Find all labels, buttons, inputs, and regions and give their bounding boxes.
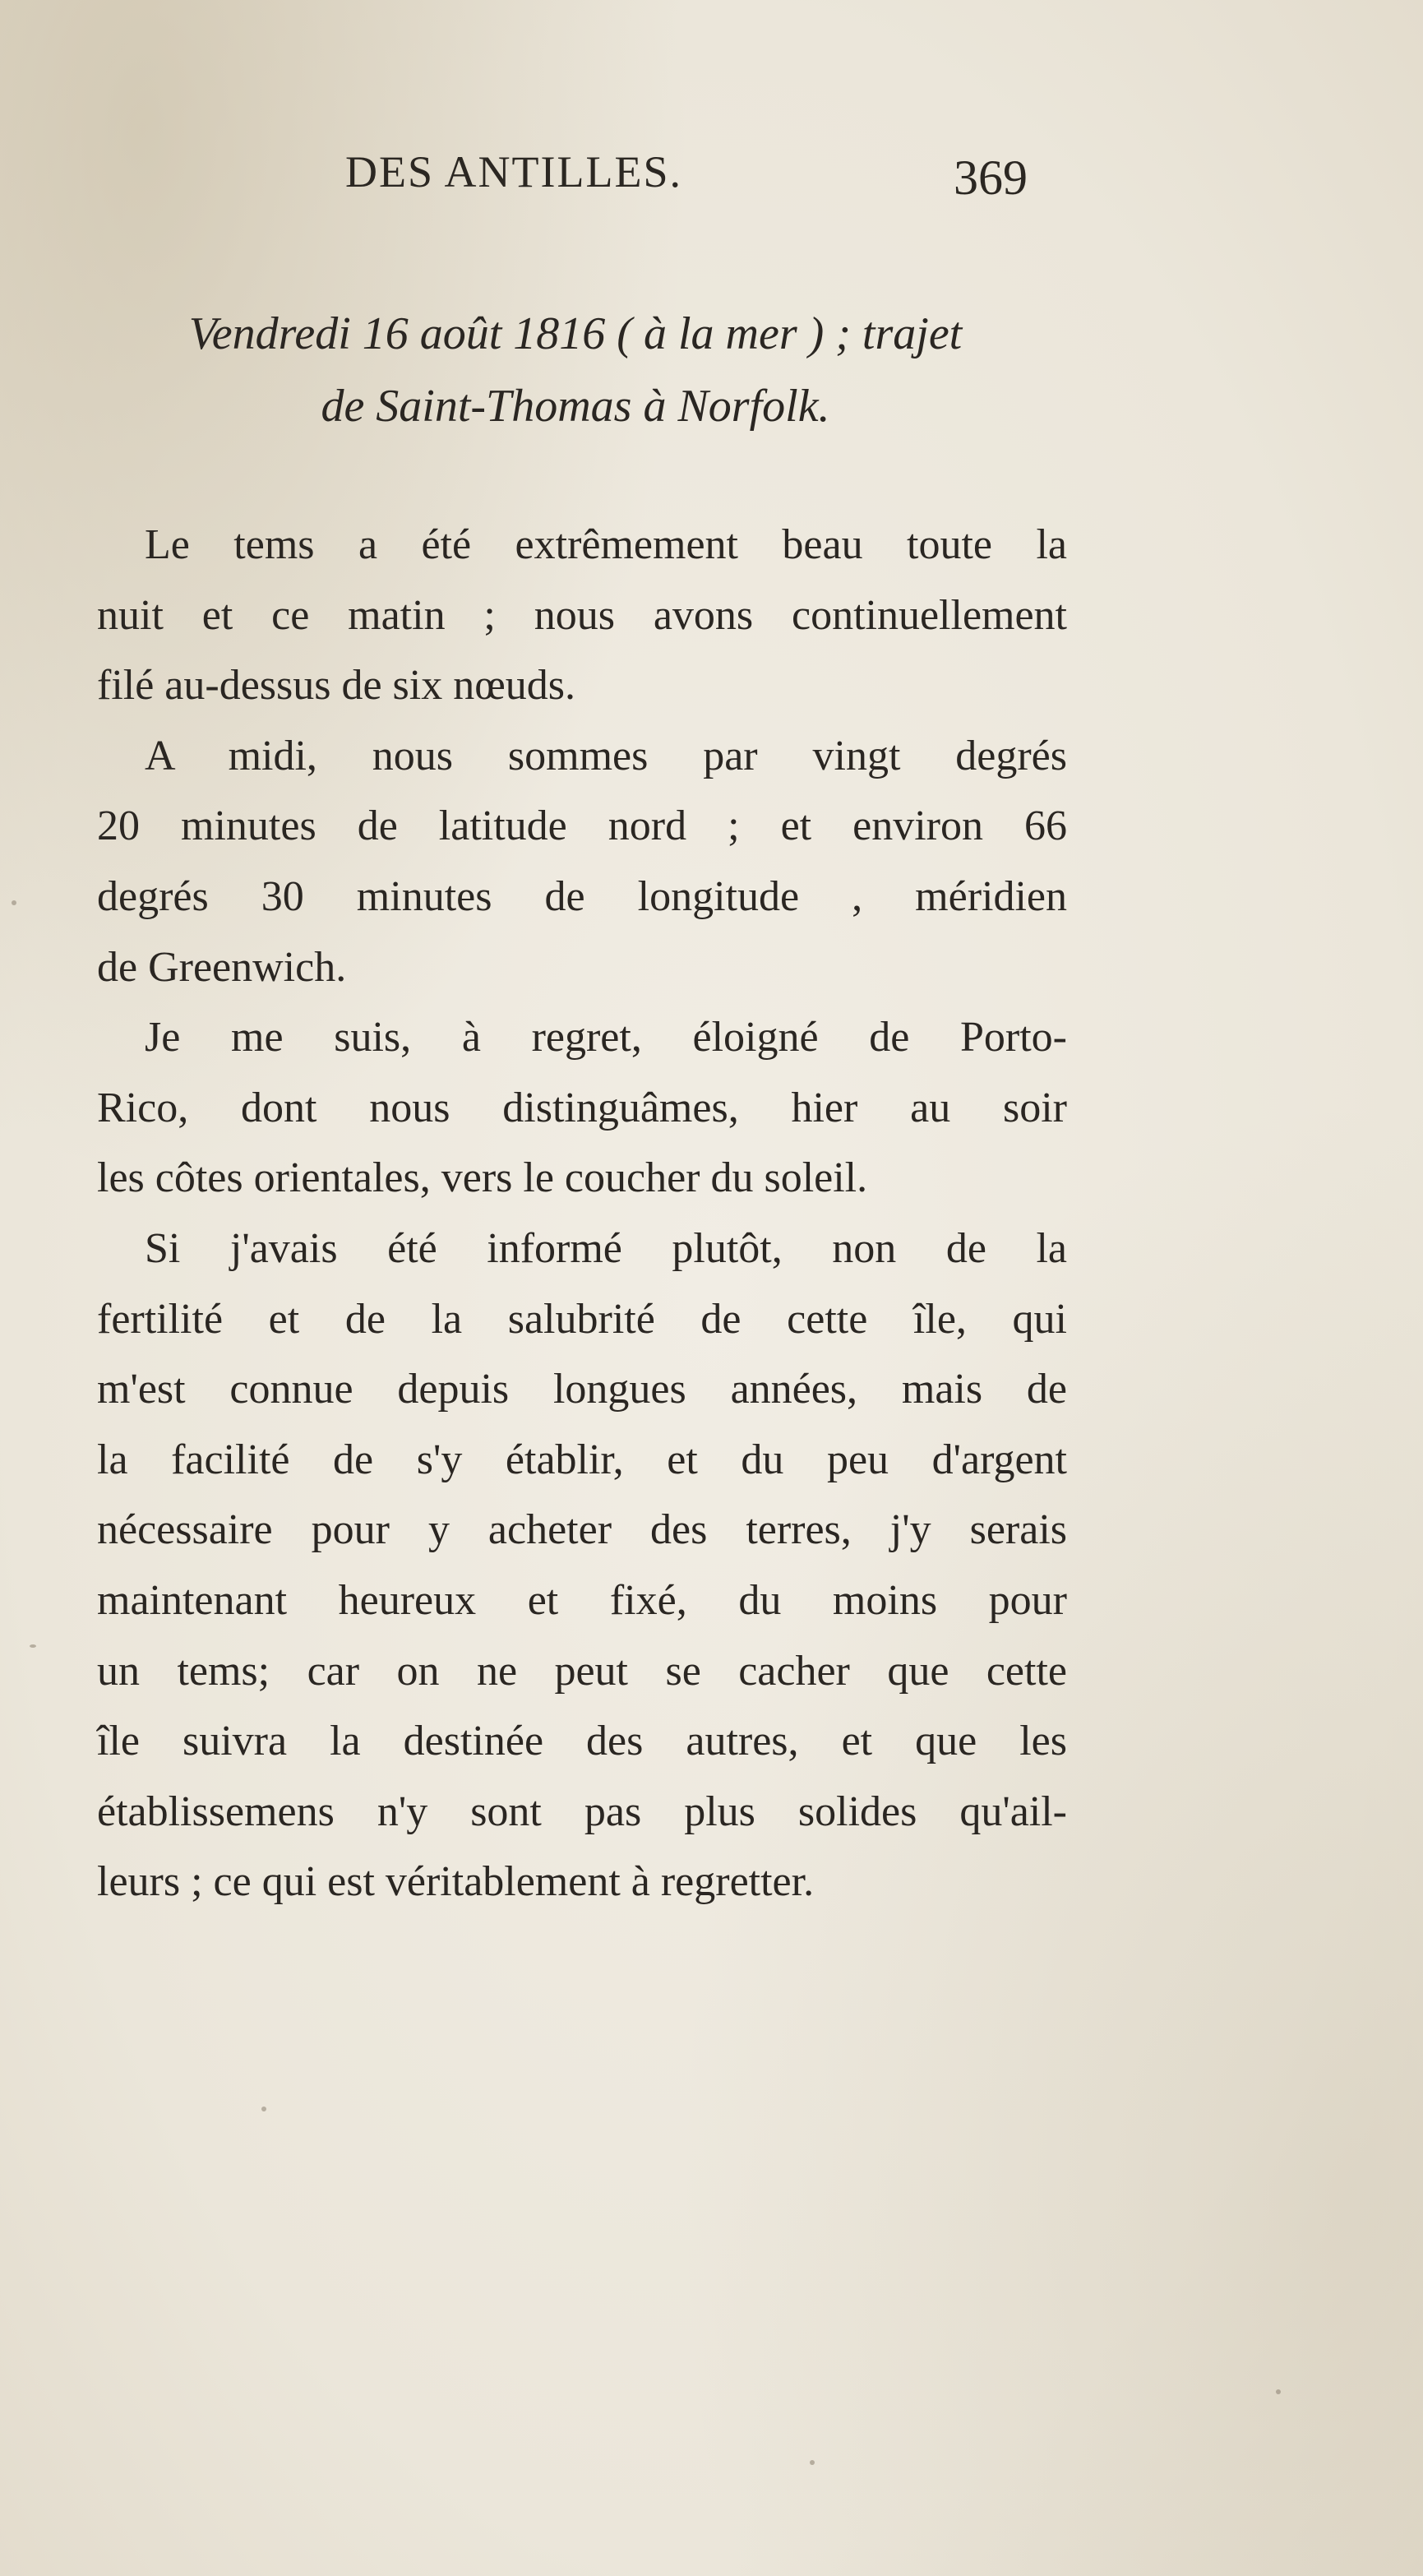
text-line: fertilité et de la salubrité de cette île, qui: [97, 1295, 1067, 1343]
paper-speck: [810, 2460, 815, 2465]
entry-heading: [82, 298, 1069, 442]
text-line: filé au-dessus de six nœuds.: [97, 662, 576, 710]
page-number: 369: [954, 150, 1028, 205]
entry-heading-line: Vendredi 16 août 1816 ( à la mer ) ; trajet: [188, 308, 963, 359]
text-line: établissemens n'y sont pas plus solides qu'ail-: [97, 1787, 1067, 1835]
paper-speck: [30, 1644, 36, 1648]
text-line: un tems; car on ne peut se cacher que cette: [97, 1647, 1067, 1695]
running-head: [0, 146, 1423, 220]
paragraph: [97, 1002, 1067, 1214]
text-line: les côtes orientales, vers le coucher du soleil.: [97, 1154, 868, 1202]
paper-speck: [1276, 2389, 1281, 2394]
text-line: nuit et ce matin ; nous avons continuellement: [97, 591, 1067, 639]
running-title: DES ANTILLES.: [345, 147, 682, 197]
text-line: maintenant heureux et fixé, du moins pour: [97, 1576, 1067, 1624]
text-line: 20 minutes de latitude nord ; et environ 66: [97, 802, 1067, 850]
text-line: la facilité de s'y établir, et du peu d'argent: [97, 1436, 1067, 1483]
text-line: Le tems a été extrêmement beau toute la: [145, 521, 1067, 568]
text-line: de Greenwich.: [97, 943, 347, 991]
text-line: A midi, nous sommes par vingt degrés: [145, 732, 1067, 779]
body-text: [97, 510, 1067, 1917]
text-line: Je me suis, à regret, éloigné de Porto-: [145, 1014, 1067, 1061]
text-line: nécessaire pour y acheter des terres, j'y serais: [97, 1506, 1067, 1554]
paper-speck: [12, 900, 16, 905]
text-line: degrés 30 minutes de longitude , méridien: [97, 872, 1067, 920]
paragraph: [97, 510, 1067, 721]
text-line: m'est connue depuis longues années, mais de: [97, 1366, 1067, 1413]
text-line: Si j'avais été informé plutôt, non de la: [145, 1224, 1067, 1272]
paper-speck: [261, 2107, 266, 2111]
paragraph: [97, 1214, 1067, 1917]
entry-heading-line: de Saint-Thomas à Norfolk.: [321, 381, 830, 432]
paragraph: [97, 721, 1067, 1002]
text-line: leurs ; ce qui est véritablement à regretter.: [97, 1858, 815, 1906]
text-line: Rico, dont nous distinguâmes, hier au soir: [97, 1084, 1067, 1131]
text-line: île suivra la destinée des autres, et que les: [97, 1718, 1067, 1765]
